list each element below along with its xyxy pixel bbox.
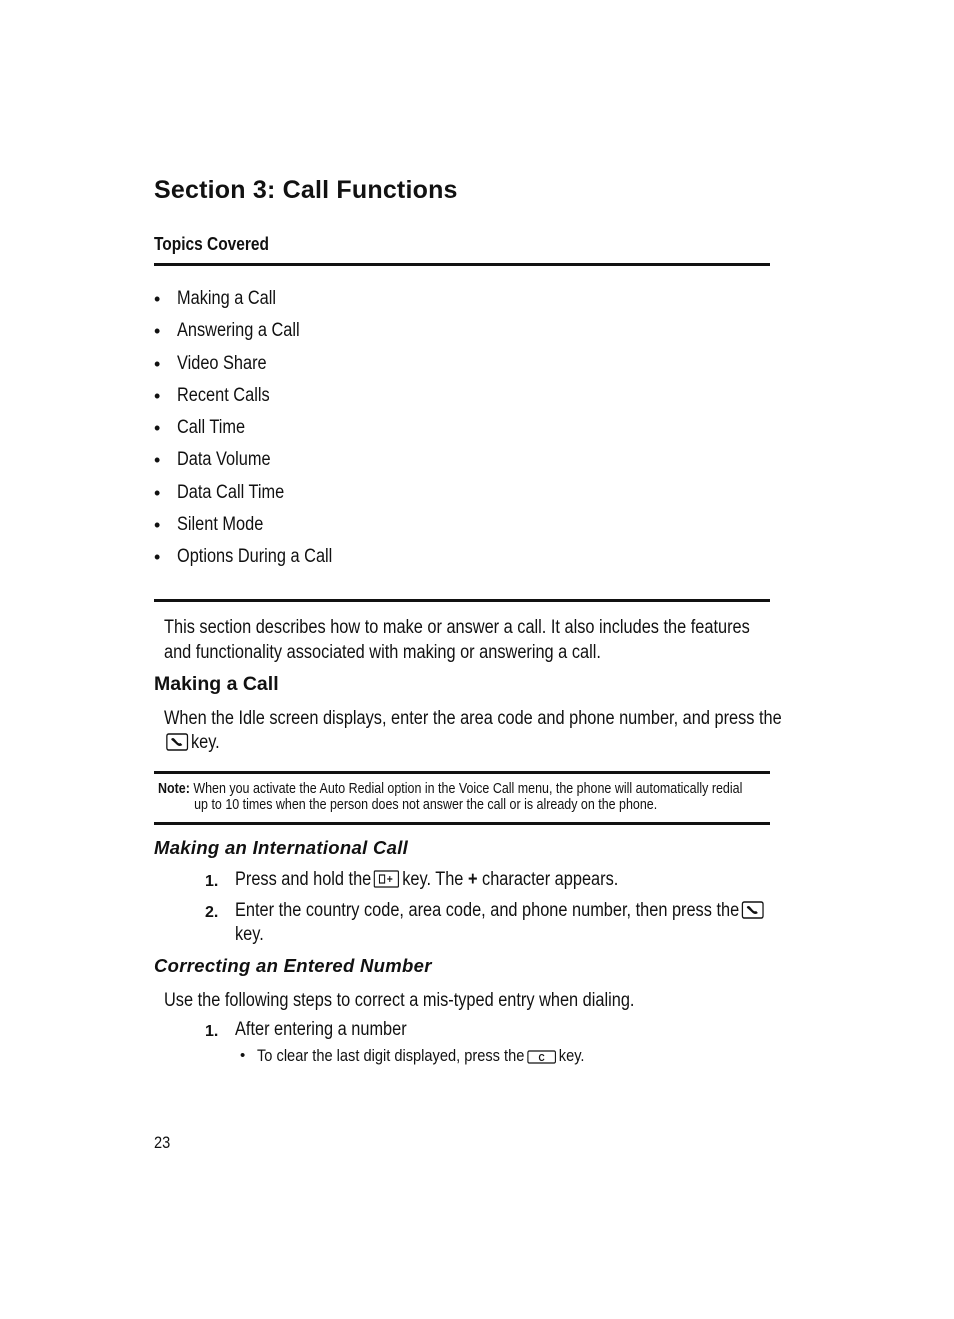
making-call-line-1: When the Idle screen displays, enter the area code and phone number, and press the xyxy=(164,708,782,729)
making-call-line-2: key. xyxy=(166,730,220,758)
topics-top-rule xyxy=(154,263,770,266)
send-key-icon xyxy=(742,901,764,926)
note-box xyxy=(158,781,743,813)
topics-covered-label: Topics Covered xyxy=(154,234,269,254)
topic-item: • Call Time xyxy=(154,415,358,447)
topic-item: • Silent Mode xyxy=(154,512,358,544)
topic-item: • Video Share xyxy=(154,351,358,383)
topic-item: • Data Call Time xyxy=(154,480,358,512)
topic-item: • Making a Call xyxy=(154,286,358,318)
international-call-heading: Making an International Call xyxy=(154,837,409,858)
making-a-call-heading: Making a Call xyxy=(154,673,279,695)
section-title: Section 3: Call Functions xyxy=(154,176,458,204)
topics-bottom-rule xyxy=(154,599,770,602)
note-label: Note: xyxy=(158,781,190,797)
note-line-1: When you activate the Auto Redial option in the Voice Call menu, the phone will automatically redial xyxy=(193,781,743,797)
note-bottom-rule xyxy=(154,822,770,825)
page-number: 23 xyxy=(154,1133,171,1152)
topics-list xyxy=(154,286,358,577)
send-key-icon xyxy=(166,733,188,758)
topic-item: • Options During a Call xyxy=(154,544,358,576)
note-line-2: up to 10 times when the person does not answer the call or is already on the phone. xyxy=(194,797,658,813)
clear-key-icon xyxy=(527,1048,556,1070)
topic-item: • Recent Calls xyxy=(154,383,358,415)
zero-plus-key-icon xyxy=(374,870,400,895)
document-page: Section 3: Call Functions Topics Covered • Making a Call • Answering a Call • Video Share • Recent Calls • Call Time • Data Volume • Data Call Time • Silent Mode • Options During a Call This section describes how to make or answer a call. It also includes the features and functionality associated with making or answering a call. Making a Call When the Idle screen displays, enter the area code and phone number, and press the key. Note: When you activate the Auto Redial option in the Voice Call menu, the phone will automatically redial up to 10 times when the person does not answer the call or is already on the phone. Making an International Call 1. Press and hold the key. The + character appears. 2. Enter the country code, area code, and phone number, then press the key. Correcting an Entered Number Use the following steps to correct a mis-typed entry when dialing. 1. After entering a number To clear the last digit displayed, press the C key. 23 xyxy=(0,0,954,1319)
intro-line-1: This section describes how to make or answer a call. It also includes the features xyxy=(164,617,750,638)
correcting-number-heading: Correcting an Entered Number xyxy=(154,955,432,976)
topic-item: • Answering a Call xyxy=(154,318,358,350)
correcting-intro: Use the following steps to correct a mis-typed entry when dialing. xyxy=(164,990,635,1011)
note-top-rule xyxy=(154,771,770,774)
intro-line-2: and functionality associated with making or answering a call. xyxy=(164,642,601,663)
svg-text:C: C xyxy=(538,1052,545,1064)
topic-item: • Data Volume xyxy=(154,447,358,479)
